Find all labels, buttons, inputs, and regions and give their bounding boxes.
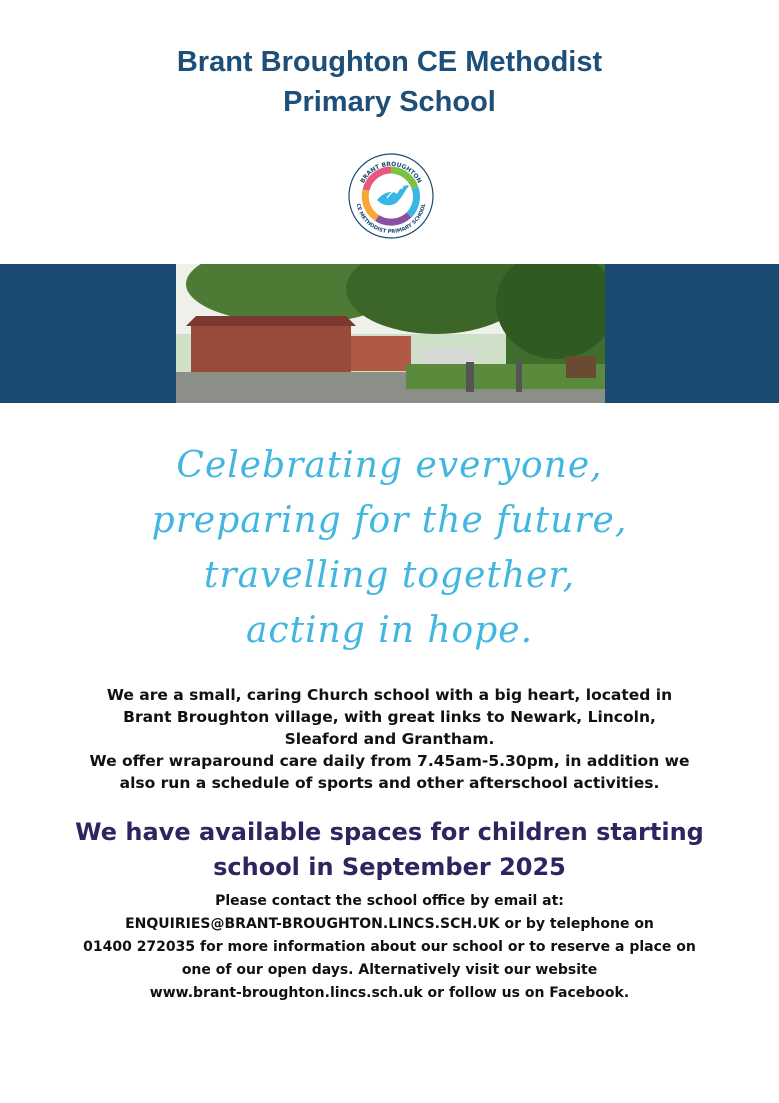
motto-line: preparing for the future, — [151, 500, 628, 541]
intro-line: Brant Broughton village, with great links to Newark, Lincoln, — [123, 708, 656, 726]
school-building-photo — [176, 264, 605, 403]
contact-website-line[interactable]: www.brant-broughton.lincs.sch.uk or follow us on Facebook. — [149, 985, 630, 1001]
highlight-line-2: school in September 2025 — [213, 853, 566, 881]
contact-phone-line: 01400 272035 for more information about our school or to reserve a place on — [83, 939, 696, 955]
highlight-line-1: We have available spaces for children starting — [75, 818, 704, 846]
contact-email-line[interactable]: ENQUIRIES@BRANT-BROUGHTON.LINCS.SCH.UK or by telephone on — [125, 916, 654, 932]
intro-line: We are a small, caring Church school with a big heart, located in — [106, 686, 673, 704]
school-motto — [0, 438, 779, 658]
contact-line: one of our open days. Alternatively visit our website — [181, 962, 598, 978]
page-title — [0, 42, 779, 122]
motto-line: Celebrating everyone, — [176, 445, 603, 486]
title-line-1: Brant Broughton CE Methodist — [176, 46, 603, 78]
logo-text-bottom: CE METHODIST PRIMARY SCHOOL — [354, 203, 428, 236]
contact-paragraph — [40, 890, 739, 1005]
school-logo — [347, 152, 435, 240]
intro-line: also run a schedule of sports and other afterschool activities. — [119, 774, 660, 792]
intro-paragraph — [40, 684, 739, 794]
title-line-2: Primary School — [283, 86, 496, 118]
spaces-available-heading — [30, 815, 749, 885]
contact-line: Please contact the school office by email at: — [215, 893, 564, 909]
motto-line: acting in hope. — [245, 610, 534, 651]
logo-text-top: BRANT BROUGHTON — [359, 160, 423, 185]
intro-line: We offer wraparound care daily from 7.45am-5.30pm, in addition we — [89, 752, 690, 770]
motto-line: travelling together, — [203, 555, 576, 596]
intro-line: Sleaford and Grantham. — [284, 730, 495, 748]
